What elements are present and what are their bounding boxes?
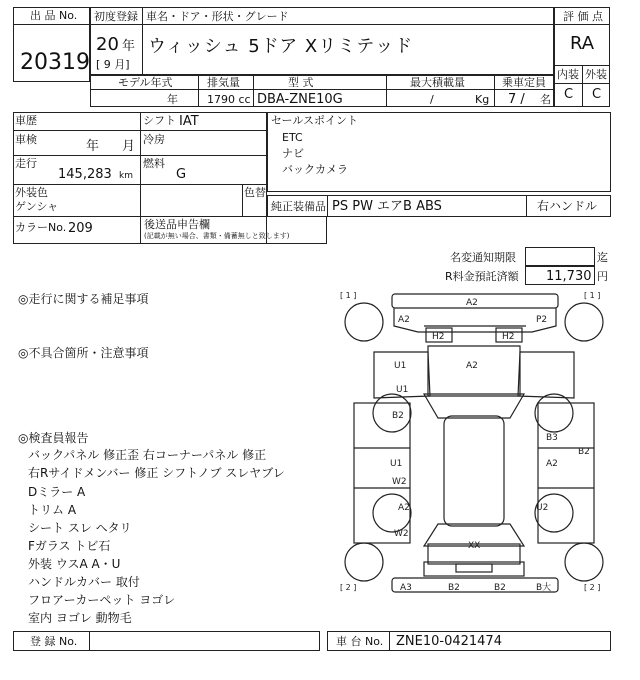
remark-line-9: フロアーカーペット ヨゴレ (28, 593, 176, 607)
hood (428, 346, 520, 396)
recycle-value: 11,730 (546, 269, 592, 284)
rear-bracket-right: [ 2 ] (584, 583, 601, 592)
mark-left-u1-c: U1 (390, 459, 403, 469)
mark-rear-b2-b: B2 (494, 583, 506, 593)
wheel-rear-left (345, 543, 383, 581)
load-unit: Kg (475, 93, 490, 106)
displacement-label: 排気量 (207, 76, 240, 89)
reg-no-div (89, 631, 90, 651)
detail-row-2 (13, 155, 267, 156)
mark-rear-b-large: B大 (536, 583, 552, 593)
exterior-label: 外装 (585, 68, 607, 81)
mark-front-right-p2: P2 (536, 315, 548, 325)
name-change-box (525, 247, 595, 266)
equipment-div2 (526, 195, 527, 217)
model-year-unit: 年 (167, 93, 178, 106)
driving-title: ◎走行に関する補足事項 (18, 292, 149, 306)
fuel-value: G (176, 167, 187, 182)
defect-title: ◎不具合箇所・注意事項 (18, 346, 149, 360)
mark-right-b3: B3 (546, 433, 558, 443)
interior-grade: C (564, 87, 574, 102)
model-value: DBA-ZNE10G (257, 92, 343, 107)
remark-line-10: 室内 ヨゴレ 動物毛 (28, 611, 132, 625)
reg-year: 20 (96, 34, 119, 55)
capacity-unit: 名 (540, 93, 551, 106)
spec-mid-line (90, 89, 554, 90)
mark-right-b2: B2 (578, 447, 590, 457)
mark-right-u2: U2 (536, 503, 549, 513)
name-change-unit: 迄 (597, 251, 608, 264)
inspection-label: 車検 (15, 133, 37, 146)
front-face (394, 308, 556, 332)
color-change-label: 色替 (244, 186, 266, 199)
car-damage-diagram (338, 288, 610, 620)
equipment-div (327, 195, 328, 217)
detail-vdiv (140, 112, 141, 216)
remark-line-1: バックパネル 修正歪 右コーナーパネル 修正 (28, 448, 267, 462)
mark-h2-right: H2 (502, 332, 515, 342)
grade-sub-vdivider (582, 65, 583, 107)
mark-left-w2-a: W2 (392, 477, 407, 487)
wheel-right-mid-front (535, 394, 573, 432)
mileage-label: 走行 (15, 157, 37, 170)
remark-line-6: Fガラス トビ石 (28, 539, 111, 553)
capacity-value: 7 / (508, 92, 525, 107)
lot-label-divider (13, 24, 90, 25)
car-name: ウィッシュ 5ドア Xリミテッド (148, 36, 414, 57)
remark-line-4: トリム A (28, 503, 77, 517)
spec-div-4 (494, 75, 495, 107)
mark-roof-a2: A2 (466, 361, 478, 371)
chassis-label: 車 台 No. (336, 635, 384, 648)
exterior-grade: C (592, 87, 602, 102)
color-value: ゲンシャ (15, 200, 59, 213)
reg-year-unit: 年 (122, 39, 136, 54)
detail-row-1 (13, 130, 267, 131)
handle-value: 右ハンドル (537, 199, 598, 213)
wheel-left-mid-rear (373, 494, 411, 532)
remark-line-8: ハンドルカバー 取付 (28, 575, 140, 589)
detail-row-3 (13, 184, 267, 185)
sales-point-2: ナビ (282, 147, 304, 160)
wheel-right-mid-rear (535, 494, 573, 532)
overall-grade: RA (570, 33, 595, 54)
inspector-title: ◎検査員報告 (18, 431, 89, 445)
mark-left-u1-b: U1 (396, 385, 409, 395)
rear-bumper (392, 578, 558, 592)
grade-label: 評 価 点 (563, 10, 603, 23)
load-slash: / (430, 93, 434, 106)
color-change-div (242, 184, 243, 216)
displacement-value: 1790 cc (207, 93, 251, 106)
remark-line-2: 右Rサイドメンバー 修正 シフトノブ スレヤブレ (28, 466, 285, 480)
wheel-front-left (345, 303, 383, 341)
name-label: 車名・ドア・形状・グレード (146, 10, 289, 23)
remark-line-7: 外装 ウスA A・U (28, 557, 121, 571)
color-label: 外装色 (15, 186, 48, 199)
mark-left-a2: A2 (398, 503, 410, 513)
spec-div-2 (253, 75, 254, 107)
name-label-underline (90, 24, 554, 25)
inspection-year: 年 (86, 139, 100, 154)
capacity-label: 乗車定員 (502, 76, 546, 89)
fuel-label: 燃料 (143, 157, 165, 170)
recycle-unit: 円 (597, 270, 608, 283)
mark-left-b2: B2 (392, 411, 404, 421)
mark-center-xx: XX (468, 541, 481, 551)
mark-top-a2: A2 (466, 298, 478, 308)
sales-point-1: ETC (282, 131, 303, 144)
mark-front-left-a2: A2 (398, 315, 410, 325)
reg-month: [ 9 月] (96, 58, 130, 71)
body-front-right (518, 352, 574, 398)
front-bracket: [ 1 ] (340, 291, 357, 300)
color-no-label: カラーNo. (15, 221, 67, 234)
mark-rear-b2-a: B2 (448, 583, 460, 593)
color-no-div (140, 216, 141, 244)
recycle-label: R料金預託済額 (445, 270, 519, 283)
sales-point-3: バックカメラ (282, 163, 348, 176)
rear-plate (456, 564, 492, 572)
equipment-value: PS PW エアB ABS (332, 199, 442, 214)
name-change-label: 名変通知期限 (450, 251, 516, 264)
reg-no-label: 登 録 No. (30, 635, 78, 648)
color-no-value: 209 (68, 221, 93, 236)
remark-line-5: シート スレ ヘタリ (28, 521, 132, 535)
first-reg-label: 初度登録 (94, 10, 138, 23)
aircon-label: 冷房 (143, 133, 165, 146)
roof (444, 416, 504, 526)
mark-left-w2-b: W2 (394, 529, 409, 539)
grade-label-divider (554, 24, 610, 25)
load-label: 最大積載量 (410, 76, 465, 89)
model-label: 型 式 (288, 76, 314, 89)
first-reg-divider (142, 7, 143, 75)
inspection-month: 月 (122, 139, 136, 154)
model-year-label: モデル年式 (118, 76, 173, 89)
doc-note: (記載が無い場合、書類・備蓄無しと致します) (144, 232, 290, 240)
front-bracket-right: [ 1 ] (584, 291, 601, 300)
shift-label: シフト (143, 114, 176, 127)
grade-sub-divider2 (554, 83, 610, 84)
spec-div-1 (198, 75, 199, 107)
mark-h2-left: H2 (432, 332, 445, 342)
right-side-panel (538, 403, 594, 543)
shift-value: IAT (179, 114, 199, 129)
mark-right-a2: A2 (546, 459, 558, 469)
doc-label: 後送品申告欄 (144, 218, 210, 231)
interior-label: 内装 (557, 68, 579, 81)
chassis-div (389, 631, 390, 651)
windshield (424, 394, 524, 418)
lot-label: 出 品 No. (30, 9, 78, 22)
remark-line-3: Dミラー A (28, 485, 86, 499)
mileage-unit: km (119, 171, 133, 181)
sales-title: セールスポイント (271, 114, 359, 127)
equipment-label: 純正装備品 (271, 200, 326, 213)
chassis-value: ZNE10-0421474 (396, 634, 502, 649)
history-label: 車歴 (15, 114, 37, 127)
rear-bracket: [ 2 ] (340, 583, 357, 592)
lot-number: 20319 (20, 50, 90, 75)
wheel-front-right (565, 303, 603, 341)
wheel-rear-right (565, 543, 603, 581)
left-side-panel (354, 403, 410, 543)
mileage-value: 145,283 (58, 167, 112, 182)
mark-rear-a3: A3 (400, 583, 412, 593)
spec-div-3 (386, 75, 387, 107)
mark-left-u1-a: U1 (394, 361, 407, 371)
